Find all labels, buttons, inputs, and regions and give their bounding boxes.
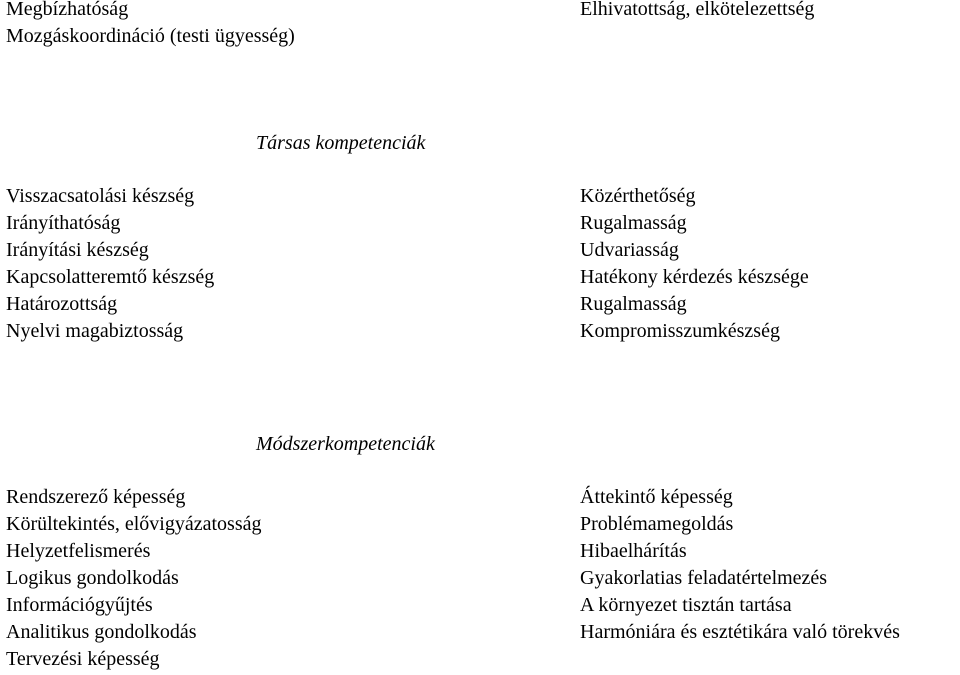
social-right-list bbox=[580, 183, 809, 345]
list-item: Áttekintő képesség bbox=[580, 486, 733, 508]
list-item: Közérthetőség bbox=[580, 185, 696, 207]
list-item: Hibaelhárítás bbox=[580, 540, 687, 562]
list-item: Problémamegoldás bbox=[580, 513, 734, 535]
list-item: Tervezési képesség bbox=[6, 648, 160, 670]
social-left-list bbox=[6, 183, 214, 345]
top-left-list bbox=[6, 0, 295, 50]
method-left-list bbox=[6, 484, 262, 673]
section-heading-social: Társas kompetenciák bbox=[256, 132, 426, 154]
list-item: Nyelvi magabiztosság bbox=[6, 320, 184, 342]
list-item: Irányíthatóság bbox=[6, 212, 121, 234]
list-item: Információgyűjtés bbox=[6, 594, 153, 616]
list-item: Kompromisszumkészség bbox=[580, 320, 780, 342]
list-item: Rugalmasság bbox=[580, 293, 687, 315]
list-item: Elhivatottság, elkötelezettség bbox=[580, 0, 815, 20]
list-item: Kapcsolatteremtő készség bbox=[6, 266, 215, 288]
section-heading-method: Módszerkompetenciák bbox=[256, 433, 435, 455]
list-item: Visszacsatolási készség bbox=[6, 185, 195, 207]
list-item: Mozgáskoordináció (testi ügyesség) bbox=[6, 25, 295, 47]
top-right-list bbox=[580, 0, 814, 23]
list-item: Rendszerező képesség bbox=[6, 486, 186, 508]
list-item: Helyzetfelismerés bbox=[6, 540, 151, 562]
list-item: Megbízhatóság bbox=[6, 0, 129, 20]
list-item: A környezet tisztán tartása bbox=[580, 594, 792, 616]
list-item: Harmóniára és esztétikára való törekvés bbox=[580, 621, 900, 643]
list-item: Rugalmasság bbox=[580, 212, 687, 234]
list-item: Gyakorlatias feladatértelmezés bbox=[580, 567, 828, 589]
list-item: Hatékony kérdezés készsége bbox=[580, 266, 809, 288]
list-item: Határozottság bbox=[6, 293, 118, 315]
list-item: Analitikus gondolkodás bbox=[6, 621, 197, 643]
list-item: Irányítási készség bbox=[6, 239, 149, 261]
list-item: Körültekintés, elővigyázatosság bbox=[6, 513, 262, 535]
list-item: Udvariasság bbox=[580, 239, 679, 261]
list-item: Logikus gondolkodás bbox=[6, 567, 179, 589]
method-right-list bbox=[580, 484, 900, 646]
